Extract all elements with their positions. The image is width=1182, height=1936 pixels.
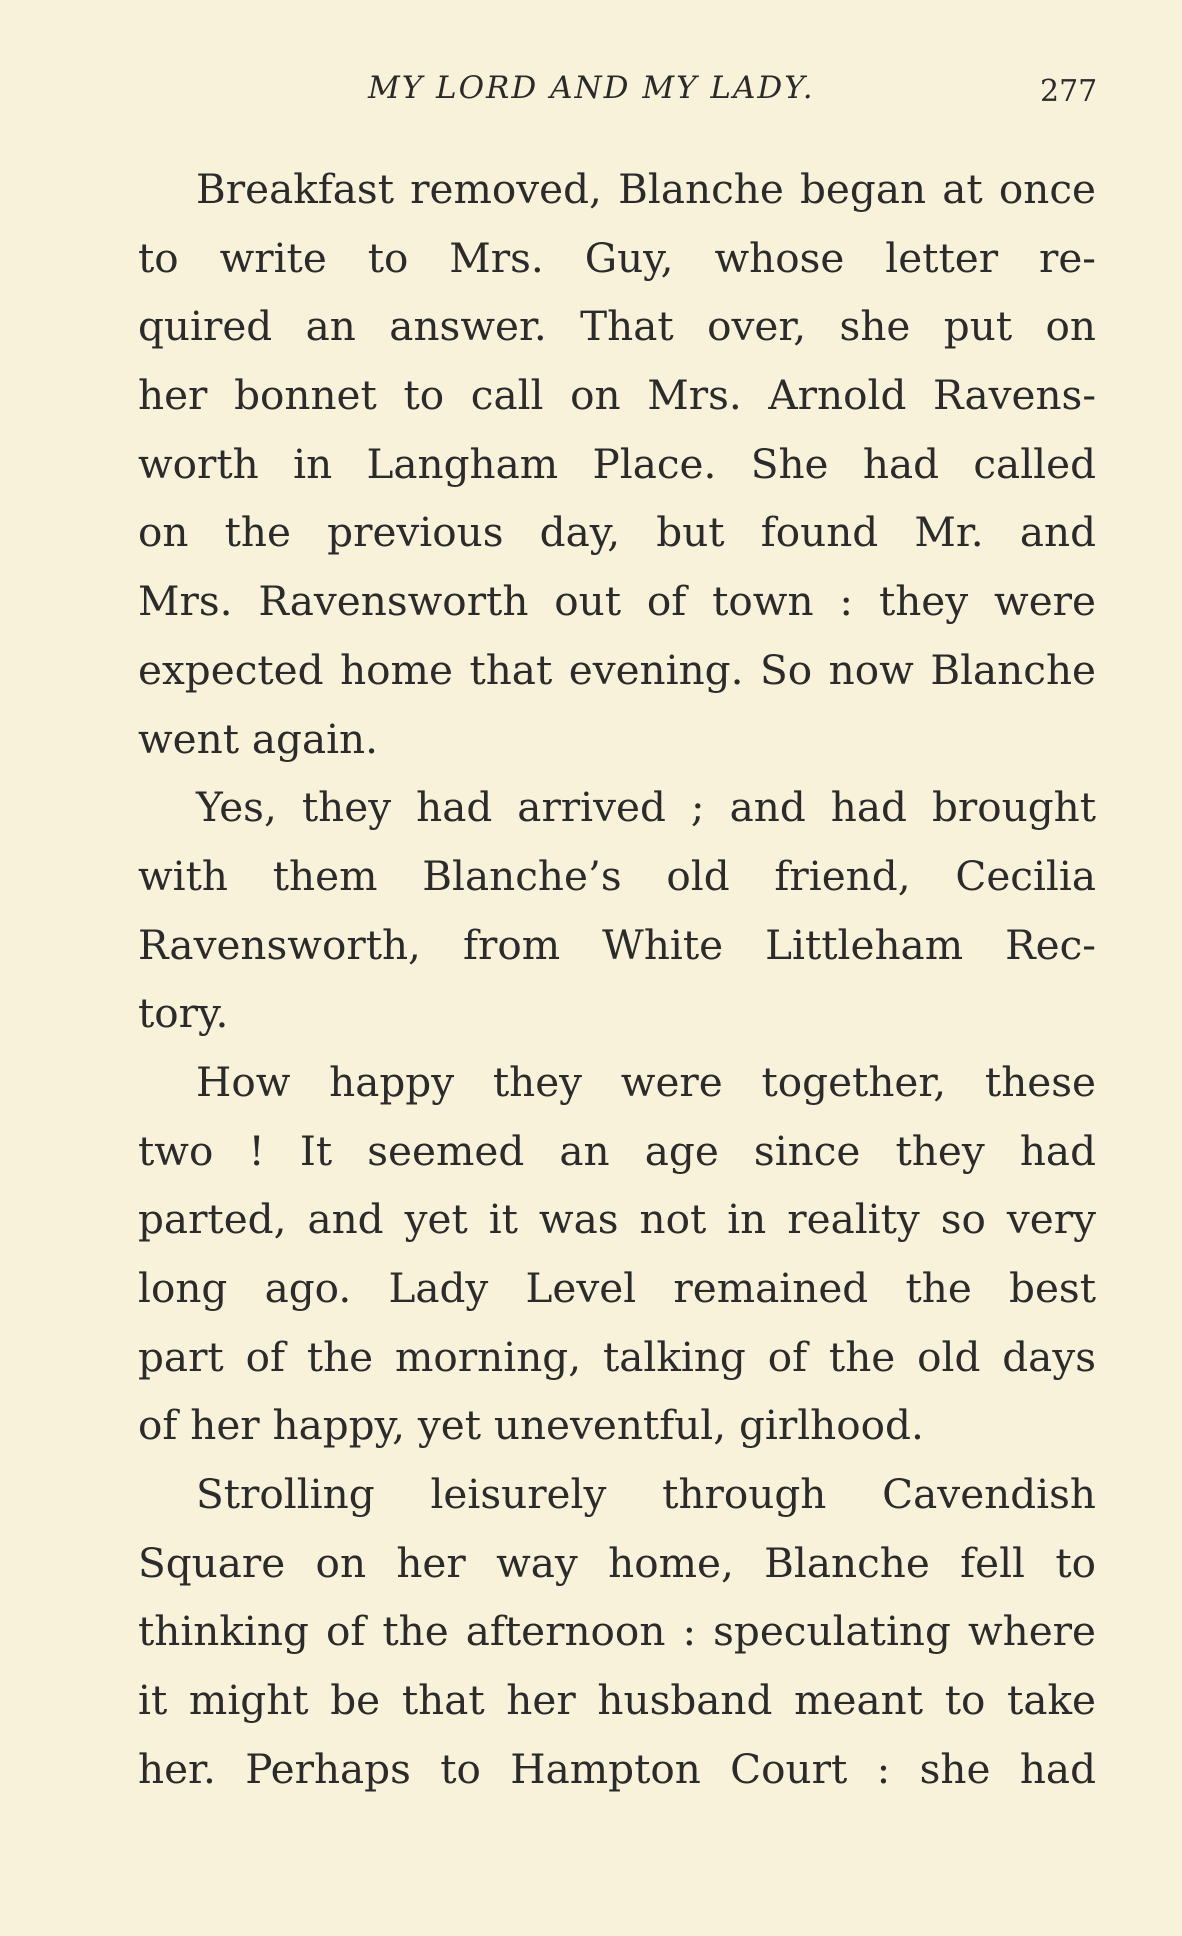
page-number: 277 bbox=[1040, 74, 1098, 109]
text-line: Ravensworth, from White Littleham Rec- bbox=[138, 920, 1096, 969]
text-line: it might be that her husband meant to take bbox=[138, 1676, 1096, 1725]
text-line: thinking of the afternoon : speculating where bbox=[138, 1607, 1096, 1656]
text-line: Yes, they had arrived ; and had brought bbox=[196, 783, 1096, 832]
running-head bbox=[0, 70, 1182, 120]
text-line: to write to Mrs. Guy, whose letter re- bbox=[138, 233, 1096, 282]
body-text bbox=[138, 155, 1096, 1804]
text-line: Strolling leisurely through Cavendish bbox=[196, 1470, 1096, 1519]
running-title: MY LORD AND MY LADY. bbox=[368, 70, 815, 106]
text-line: on the previous day, but found Mr. and bbox=[138, 508, 1096, 557]
text-line: of her happy, yet uneventful, girlhood. bbox=[138, 1401, 924, 1450]
text-line: Mrs. Ravensworth out of town : they were bbox=[138, 577, 1096, 626]
text-line: her bonnet to call on Mrs. Arnold Ravens- bbox=[138, 371, 1096, 420]
text-line: parted, and yet it was not in reality so very bbox=[138, 1195, 1096, 1244]
text-line: went again. bbox=[138, 714, 378, 763]
text-line: Square on her way home, Blanche fell to bbox=[138, 1538, 1096, 1587]
text-line: long ago. Lady Level remained the best bbox=[138, 1264, 1096, 1312]
text-line: with them Blanche’s old friend, Cecilia bbox=[138, 851, 1096, 900]
text-line: part of the morning, talking of the old days bbox=[138, 1332, 1096, 1381]
text-line: worth in Langham Place. She had called bbox=[138, 439, 1096, 488]
text-line: tory. bbox=[138, 989, 229, 1038]
text-line: How happy they were together, these bbox=[196, 1057, 1096, 1106]
text-line: two ! It seemed an age since they had bbox=[138, 1126, 1096, 1175]
text-line: Breakfast removed, Blanche began at once bbox=[196, 165, 1096, 213]
text-line: her. Perhaps to Hampton Court : she had bbox=[138, 1744, 1096, 1793]
text-line: quired an answer. That over, she put on bbox=[138, 302, 1096, 351]
text-line: expected home that evening. So now Blanche bbox=[138, 645, 1096, 694]
